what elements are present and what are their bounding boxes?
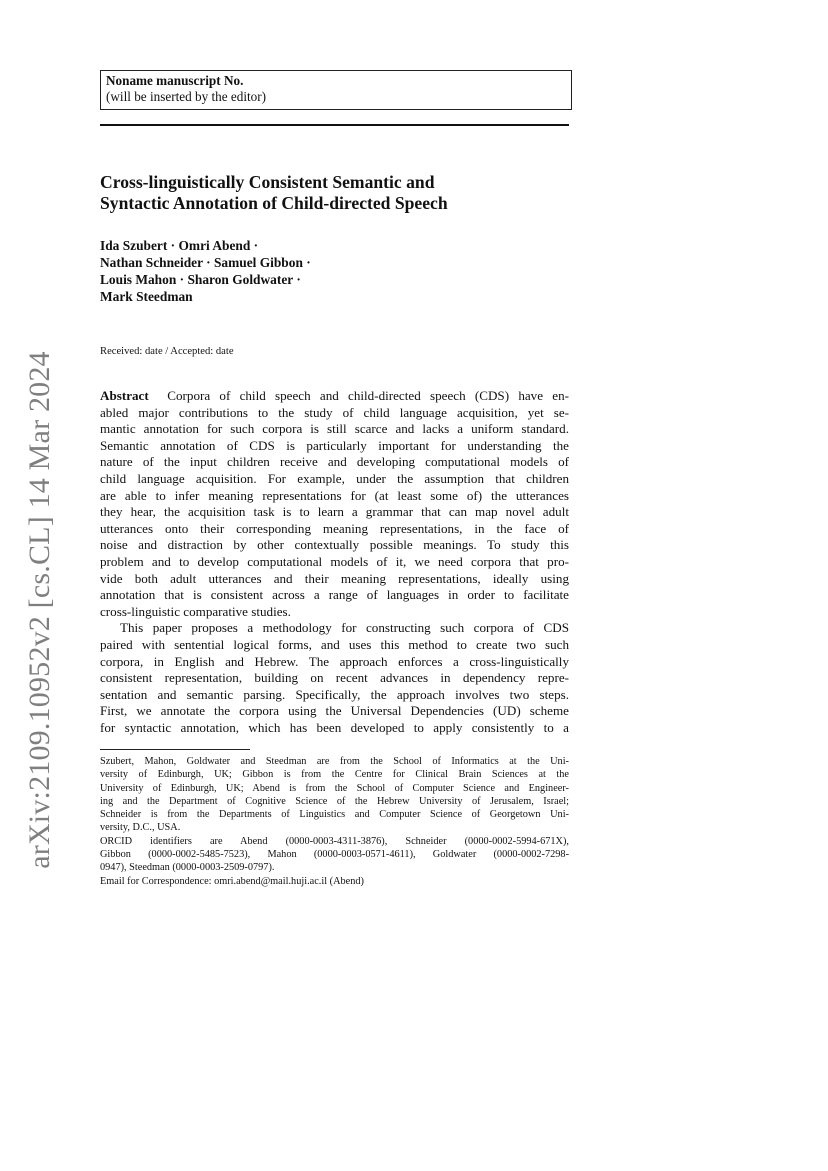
header-rule: [100, 124, 569, 126]
footnote-line: versity, D.C., USA.: [100, 822, 181, 834]
manuscript-subtitle: (will be inserted by the editor): [106, 89, 267, 104]
title-line: Cross-linguistically Consistent Semantic and: [100, 172, 435, 192]
abstract-line: [100, 388, 569, 405]
abstract-line: noise and distraction by other contextually possible meanings. To study this: [100, 537, 569, 553]
received-date: Received: date / Accepted: date: [100, 346, 234, 357]
arxiv-identifier: arXiv:2109.10952v2 [cs.CL] 14 Mar 2024: [23, 351, 56, 869]
author-line: Louis Mahon · Sharon Goldwater ·: [100, 272, 301, 287]
abstract-line: child language acquisition. For example, under the assumption that children: [100, 470, 569, 486]
author-line: Ida Szubert · Omri Abend ·: [100, 238, 259, 253]
abstract-line: mantic annotation for such corpora is still scarce and lacks a uniform standard.: [100, 421, 569, 437]
abstract-line: annotation that is consistent across a range of languages in order to facilitate: [100, 587, 569, 603]
footnote-line: ing and the Department of Cognitive Science of the Hebrew University of Jerusalem, Israel;: [100, 795, 569, 807]
footnote-line: ORCID identifiers are Abend (0000-0003-4311-3876), Schneider (0000-0002-5994-671X),: [100, 835, 569, 847]
abstract-line: nature of the input children receive and developing computational models of: [100, 454, 569, 470]
footnote: [100, 755, 569, 888]
abstract-line: First, we annotate the corpora using the Universal Dependencies (UD) scheme: [100, 703, 569, 719]
abstract-line: abled major contributions to the study of child language acquisition, yet se-: [100, 404, 569, 420]
abstract-line: This paper proposes a methodology for constructing such corpora of CDS: [120, 620, 569, 636]
footnote-rule: [100, 749, 250, 750]
abstract-line: consistent representation, building on recent advances in dependency repre-: [100, 670, 569, 686]
abstract-line: vide both adult utterances and their meaning representations, ideally using: [100, 570, 569, 586]
footnote-line: Gibbon (0000-0002-5485-7523), Mahon (0000-0003-0571-4611), Goldwater (0000-0002-7298-: [100, 849, 569, 861]
author-line: Mark Steedman: [100, 289, 193, 304]
manuscript-box: [100, 70, 572, 110]
abstract-line: paired with sentential logical forms, and uses this method to create two such: [100, 636, 569, 652]
title-line: Syntactic Annotation of Child-directed Speech: [100, 193, 448, 213]
manuscript-title: Noname manuscript No.: [106, 73, 244, 88]
abstract-line: cross-linguistic comparative studies.: [100, 603, 291, 619]
footnote-line: University of Edinburgh, UK; Abend is from the School of Computer Science and Engineer-: [100, 782, 569, 794]
abstract-line: utterances onto their corresponding meaning representations, in the face of: [100, 520, 569, 536]
abstract-line: for syntactic annotation, which has been developed to apply consistently to a: [100, 719, 569, 735]
footnote-line: Szubert, Mahon, Goldwater and Steedman are from the School of Informatics at the Uni-: [100, 756, 569, 767]
abstract: [100, 388, 569, 736]
abstract-line: corpora, in English and Hebrew. The approach enforces a cross-linguistically: [100, 653, 569, 669]
footnote-line: Email for Correspondence: omri.abend@mail.huji.ac.il (Abend): [100, 875, 364, 887]
footnote-line: versity of Edinburgh, UK; Gibbon is from the Centre for Clinical Brain Sciences at the: [100, 769, 569, 781]
abstract-line: Semantic annotation of CDS is particularly important for understanding the: [100, 437, 569, 453]
abstract-line: are able to infer meaning representations for (at least some of) the utterances: [100, 487, 569, 503]
abstract-first-line: Corpora of child speech and child-directed speech (CDS) have en-: [167, 388, 570, 403]
abstract-label: Abstract: [100, 388, 149, 403]
footnote-line: 0947), Steedman (0000-0003-2509-0797).: [100, 862, 275, 874]
author-list: [100, 237, 570, 305]
paper-title: [100, 172, 570, 214]
abstract-line: problem and to develop computational models of it, we need corpora that pro-: [100, 553, 569, 569]
footnote-line: Schneider is from the Departments of Linguistics and Computer Science of Georgetown Uni-: [100, 809, 569, 821]
abstract-line: sentation and semantic parsing. Specifically, the approach involves two steps.: [100, 686, 569, 702]
author-line: Nathan Schneider · Samuel Gibbon ·: [100, 255, 311, 270]
abstract-line: they hear, the acquisition task is to learn a grammar that can map novel adult: [100, 504, 569, 520]
